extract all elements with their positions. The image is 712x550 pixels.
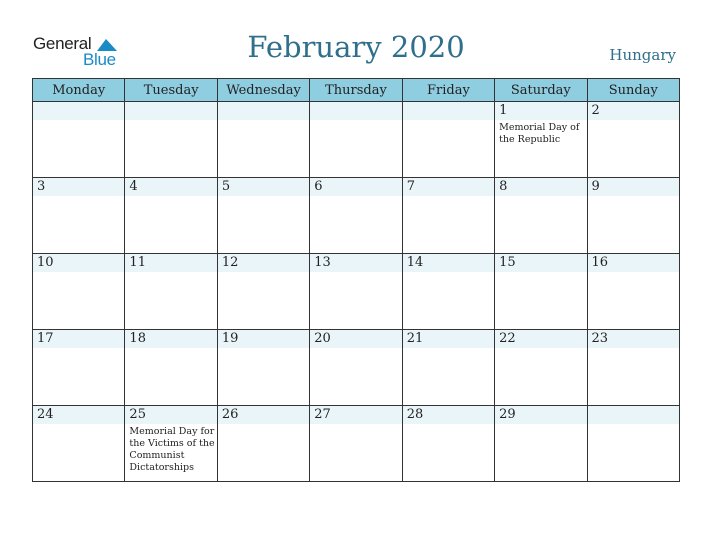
day-cell <box>402 178 494 254</box>
day-cell <box>495 102 587 178</box>
day-number: 23 <box>591 331 609 346</box>
day-cell <box>402 102 494 178</box>
day-cell <box>587 178 679 254</box>
day-number: 13 <box>314 255 331 270</box>
day-number: 6 <box>314 179 323 194</box>
day-cell <box>495 330 587 406</box>
day-cell <box>587 102 679 178</box>
day-number: 28 <box>406 407 424 422</box>
day-number: 18 <box>129 331 146 346</box>
day-cell <box>217 406 309 482</box>
day-cell <box>310 406 402 482</box>
day-cell <box>217 102 309 178</box>
day-number: 11 <box>129 255 146 270</box>
day-number: 26 <box>221 407 239 422</box>
weekday-header: Sunday <box>587 79 679 102</box>
day-number: 12 <box>221 255 239 270</box>
day-cell <box>310 178 402 254</box>
day-number: 2 <box>591 103 600 118</box>
week-row <box>33 254 680 330</box>
day-number: 29 <box>499 407 516 422</box>
day-cell <box>125 254 217 330</box>
week-row <box>33 330 680 406</box>
day-cell <box>310 254 402 330</box>
day-number <box>125 102 216 103</box>
week-row <box>33 102 680 178</box>
day-number: 17 <box>37 331 54 346</box>
day-cell <box>33 178 125 254</box>
day-number: 7 <box>406 179 415 194</box>
day-number: 22 <box>499 331 516 346</box>
day-number: 5 <box>221 179 231 194</box>
day-band <box>403 102 494 120</box>
day-number: 25 <box>129 407 146 422</box>
day-cell <box>217 178 309 254</box>
day-number: 9 <box>591 179 600 194</box>
day-number: 10 <box>37 255 54 270</box>
day-cell <box>125 330 217 406</box>
day-cell <box>495 406 587 482</box>
day-cell <box>495 254 587 330</box>
day-cell <box>33 330 125 406</box>
day-number: 16 <box>591 255 609 270</box>
day-band <box>588 406 679 424</box>
weekday-header: Thursday <box>310 79 402 102</box>
holiday-label: Memorial Day of the Republic <box>499 122 580 145</box>
day-cell <box>33 406 125 482</box>
day-number: 19 <box>221 331 239 346</box>
day-band <box>125 102 216 120</box>
day-number <box>33 102 124 103</box>
day-number <box>310 102 401 103</box>
day-cell <box>125 102 217 178</box>
day-number: 15 <box>499 255 516 270</box>
day-number: 1 <box>499 103 508 118</box>
day-band <box>33 102 124 120</box>
day-cell <box>587 330 679 406</box>
day-cell <box>587 406 679 482</box>
day-number: 24 <box>37 407 54 422</box>
day-number: 8 <box>499 179 508 194</box>
weekday-header-row <box>33 79 680 102</box>
day-cell <box>402 330 494 406</box>
day-number: 14 <box>406 255 424 270</box>
day-cell <box>33 254 125 330</box>
day-cell <box>125 406 217 482</box>
day-cell <box>402 406 494 482</box>
day-band <box>218 102 309 120</box>
day-cell <box>217 330 309 406</box>
day-cell <box>310 330 402 406</box>
weekday-header: Tuesday <box>125 79 217 102</box>
day-number <box>403 102 494 103</box>
week-row <box>33 178 680 254</box>
day-number: 20 <box>314 331 331 346</box>
logo-text-blue: Blue <box>83 50 116 69</box>
day-number: 27 <box>314 407 331 422</box>
week-row <box>33 406 680 482</box>
holiday-label: Memorial Day for the Victims of the Communist Dictatorships <box>129 426 215 473</box>
day-cell <box>33 102 125 178</box>
day-cell <box>125 178 217 254</box>
day-cell <box>495 178 587 254</box>
day-number: 21 <box>406 331 424 346</box>
country-label: Hungary <box>609 46 676 64</box>
logo-text-general: General <box>33 34 92 53</box>
calendar-title: February 2020 <box>247 30 465 64</box>
day-band <box>310 102 401 120</box>
day-cell <box>217 254 309 330</box>
weekday-header: Saturday <box>495 79 587 102</box>
day-cell <box>402 254 494 330</box>
day-number: 4 <box>129 179 138 194</box>
day-number: 3 <box>37 179 46 194</box>
calendar-grid <box>32 78 680 482</box>
weekday-header: Monday <box>33 79 125 102</box>
day-cell <box>587 254 679 330</box>
weekday-header: Wednesday <box>217 79 309 102</box>
day-cell <box>310 102 402 178</box>
day-number <box>218 102 309 103</box>
day-number <box>588 406 679 407</box>
weekday-header: Friday <box>402 79 494 102</box>
